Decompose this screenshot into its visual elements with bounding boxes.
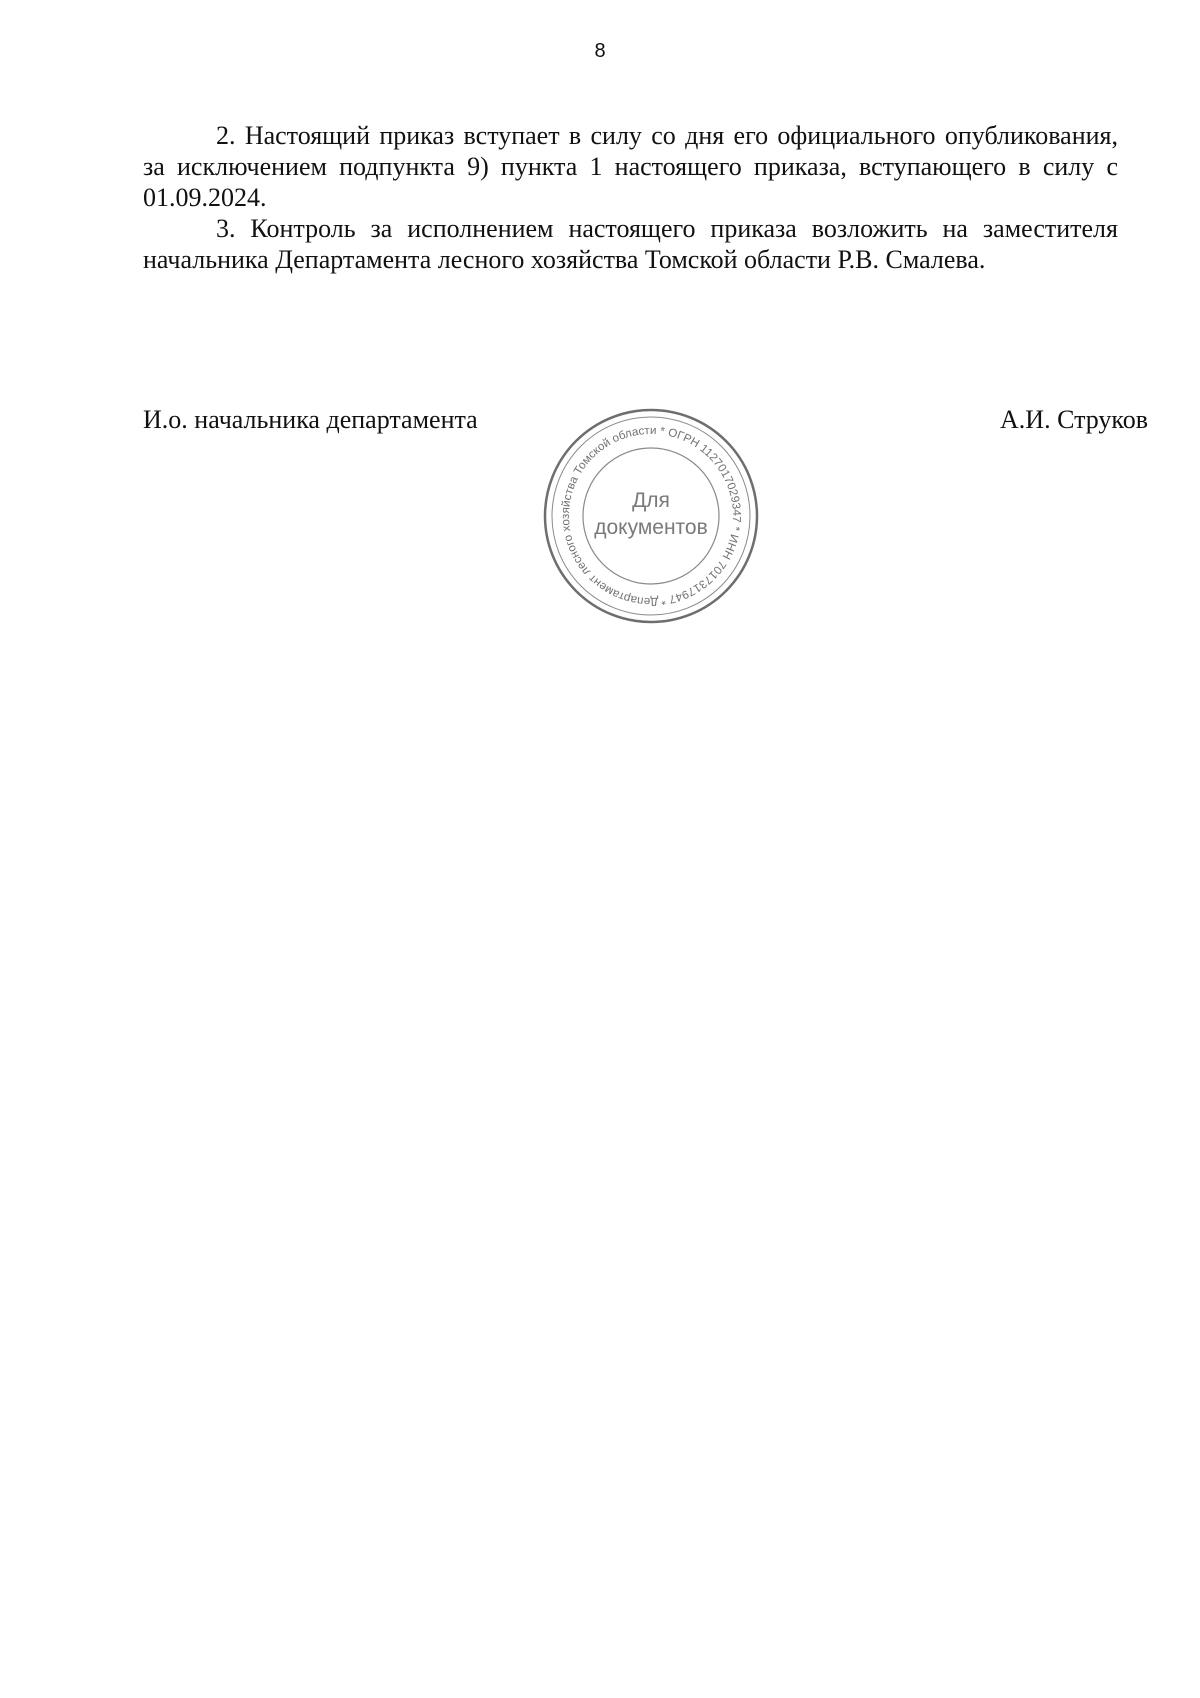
page-number: 8 bbox=[594, 40, 606, 62]
signatory-title: И.о. начальника департамента bbox=[143, 405, 478, 434]
stamp-ring-text: Департамент лесного хозяйства Томской области * ОГРН 1127017029347 * ИНН 7017317947 * bbox=[559, 424, 743, 608]
stamp-center-line-1: Для bbox=[632, 489, 670, 512]
paragraph-2-effective-date: 2. Настоящий приказ вступает в силу со дня его официального опубликования, за исключением подпункта 9) пункта 1 настоящего приказа, вступающего в силу с 01.09.2024. bbox=[143, 121, 1118, 212]
stamp-center-line-2: документов bbox=[594, 516, 708, 539]
signatory-name: А.И. Струков bbox=[1000, 405, 1148, 434]
official-seal-stamp bbox=[540, 405, 762, 627]
document-body bbox=[143, 120, 1118, 275]
paragraph-3-control: 3. Контроль за исполнением настоящего приказа возложить на заместителя начальника Департамента лесного хозяйства Томской области Р.В. Смалева. bbox=[143, 214, 1118, 274]
